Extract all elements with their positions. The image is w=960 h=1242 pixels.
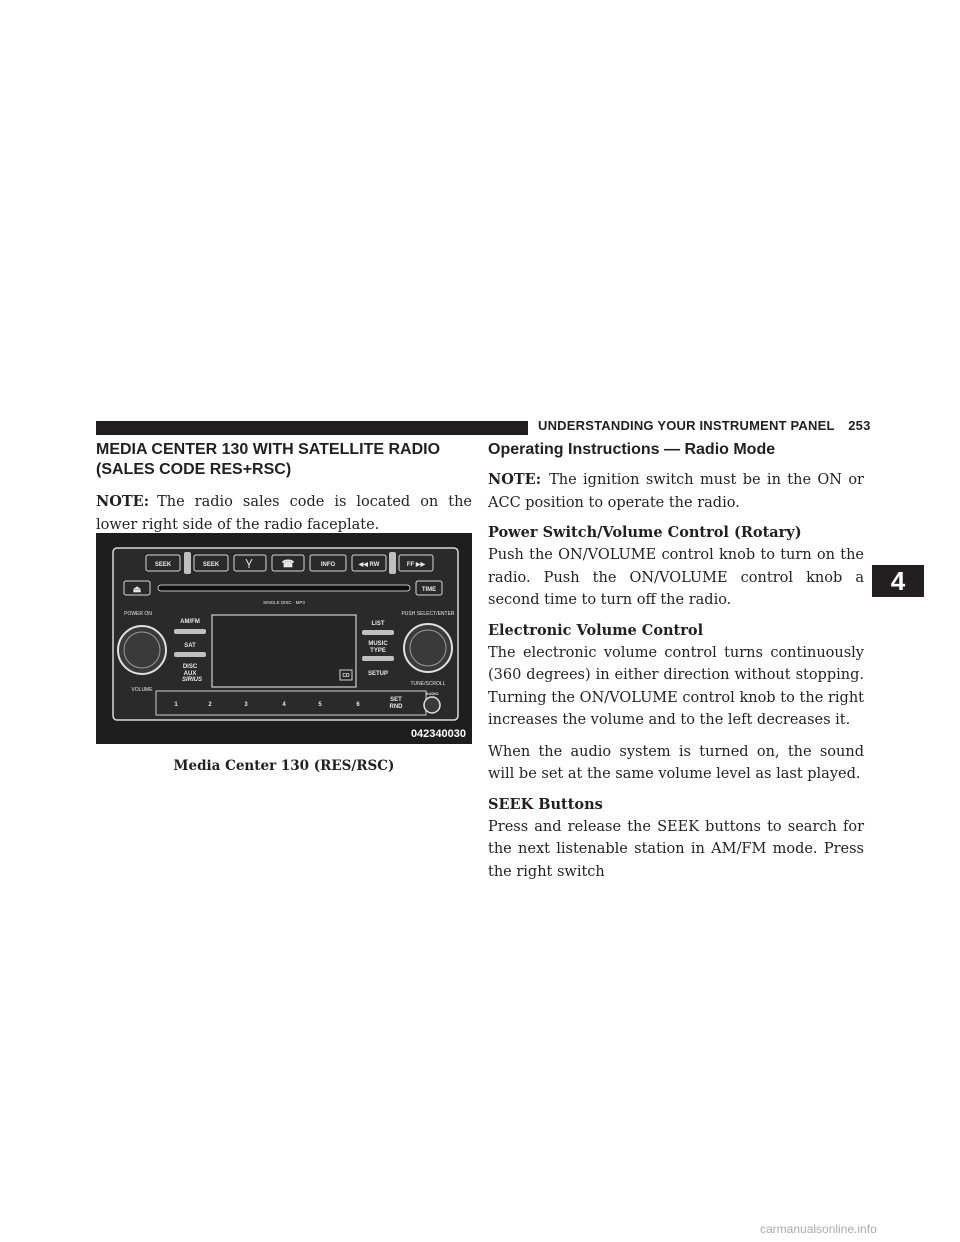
sat-label: SAT bbox=[184, 643, 196, 649]
eject-icon: ⏏ bbox=[132, 584, 142, 594]
phone-icon: ☎ bbox=[281, 559, 295, 570]
subheading-electronic-volume: Electronic Volume Control bbox=[488, 621, 704, 639]
am-fm-bar bbox=[174, 629, 206, 634]
sat-bar bbox=[174, 652, 206, 657]
list-label: LIST bbox=[371, 621, 385, 627]
note-text: The radio sales code is located on the lower right side of the radio faceplate. bbox=[96, 494, 472, 533]
radio-faceplate-illustration bbox=[96, 533, 472, 744]
music-type-bar bbox=[362, 656, 394, 661]
right-column bbox=[488, 440, 864, 892]
section-heading-media-center: MEDIA CENTER 130 WITH SATELLITE RADIO (SALES CODE RES+RSC) bbox=[96, 441, 441, 478]
disc-aux-label: DISC bbox=[182, 664, 198, 670]
set-rnd-label: SET bbox=[390, 697, 402, 703]
volume-knob bbox=[118, 626, 166, 674]
figure-code: 042340030 bbox=[410, 728, 466, 740]
sirius-logo: SIRIUS bbox=[181, 677, 203, 683]
body-paragraph: Press and release the SEEK buttons to search for the next listenable station in AM/FM mode. Press the right switch bbox=[488, 818, 864, 880]
top-divider-1 bbox=[184, 552, 191, 574]
set-rnd-label-2: RND bbox=[389, 704, 403, 710]
volume-label: VOLUME bbox=[131, 687, 153, 693]
ff-label: FF ▶▶ bbox=[406, 562, 426, 568]
am-fm-label: AM/FM bbox=[180, 619, 200, 625]
note-label: NOTE: bbox=[96, 493, 150, 510]
disc-aux-label-2: AUX bbox=[183, 671, 197, 677]
preset-3: 3 bbox=[244, 702, 248, 708]
display-screen bbox=[212, 615, 356, 687]
power-on-label: POWER ON bbox=[124, 611, 152, 617]
rw-label: ◀◀ RW bbox=[358, 562, 380, 568]
setup-label: SETUP bbox=[367, 671, 389, 677]
music-type-label: MUSIC bbox=[368, 641, 388, 647]
info-label: INFO bbox=[320, 562, 336, 568]
preset-5: 5 bbox=[318, 702, 322, 708]
radio-faceplate-figure bbox=[96, 533, 472, 744]
watermark: carmanualsonline.info bbox=[760, 1222, 877, 1236]
subheading-seek-buttons: SEEK Buttons bbox=[488, 795, 603, 813]
note-label: NOTE: bbox=[488, 471, 542, 488]
seek-left-label: SEEK bbox=[154, 562, 172, 568]
preset-6: 6 bbox=[356, 702, 360, 708]
body-paragraph: Push the ON/VOLUME control knob to turn on the radio. Push the ON/VOLUME control knob a second time to turn off the radio. bbox=[488, 547, 864, 608]
list-bar bbox=[362, 630, 394, 635]
section-heading-operating: Operating Instructions — Radio Mode bbox=[488, 441, 776, 458]
left-column bbox=[96, 440, 472, 545]
subheading-power-switch: Power Switch/Volume Control (Rotary) bbox=[488, 524, 802, 541]
time-label: TIME bbox=[421, 587, 437, 593]
note-text: The ignition switch must be in the ON or ACC position to operate the radio. bbox=[488, 472, 864, 511]
note-paragraph-right bbox=[488, 469, 864, 514]
preset-1: 1 bbox=[174, 702, 178, 708]
tune-scroll-label: TUNE/SCROLL bbox=[410, 681, 446, 687]
preset-2: 2 bbox=[208, 702, 212, 708]
audio-label: AUDIO bbox=[425, 691, 439, 696]
disc-slot bbox=[158, 585, 410, 591]
chapter-tab: 4 bbox=[872, 565, 924, 597]
figure-caption: Media Center 130 (RES/RSC) bbox=[173, 758, 395, 774]
tune-knob bbox=[404, 624, 452, 672]
preset-4: 4 bbox=[282, 702, 286, 708]
audio-knob bbox=[424, 697, 440, 713]
push-select-label: PUSH SELECT/ENTER bbox=[401, 611, 455, 617]
header-rule bbox=[96, 421, 528, 435]
note-paragraph-left bbox=[96, 491, 472, 536]
body-paragraph: When the audio system is turned on, the sound will be set at the same volume level as last played. bbox=[488, 743, 864, 782]
running-header bbox=[538, 418, 871, 433]
header-title: UNDERSTANDING YOUR INSTRUMENT PANEL bbox=[538, 418, 835, 433]
music-type-label-2: TYPE bbox=[370, 648, 386, 654]
body-paragraph: The electronic volume control turns continuously (360 degrees) in either direction without stopping. Turning the ON/VOLUME control knob to the right increases the volume and to the left decreases it. bbox=[488, 644, 864, 728]
page-number: 253 bbox=[848, 418, 871, 433]
slot-label: SINGLE DISC · MP3 bbox=[263, 600, 305, 605]
cd-logo: CD bbox=[342, 673, 350, 679]
seek-right-label: SEEK bbox=[202, 562, 220, 568]
top-divider-2 bbox=[389, 552, 396, 574]
